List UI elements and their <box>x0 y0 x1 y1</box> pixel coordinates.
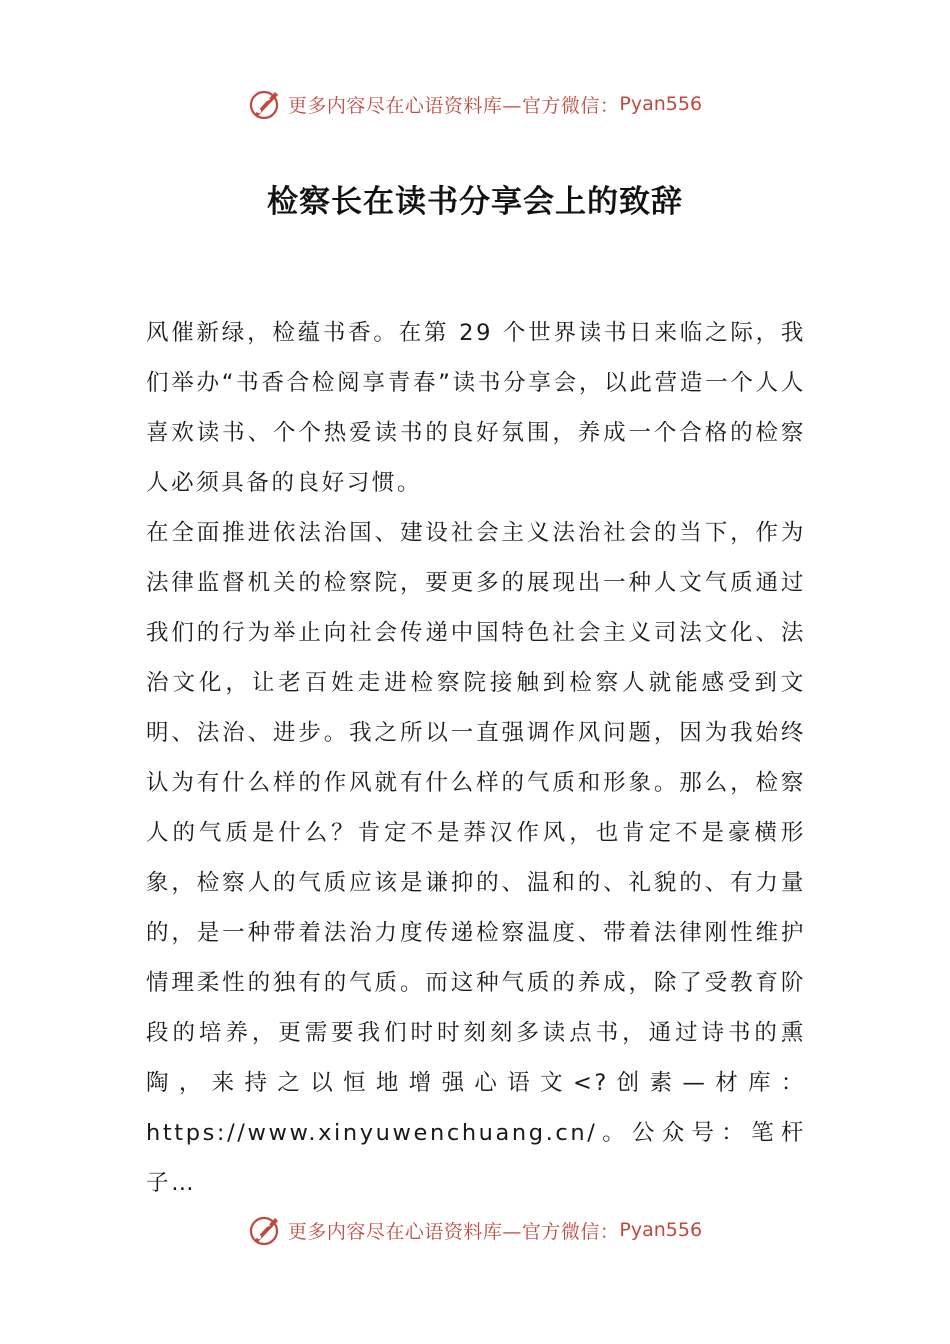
quill-logo-icon <box>248 87 282 121</box>
paragraph-1: 风催新绿，检蕴书香。在第 29 个世界读书日来临之际，我们举办“书香合检阅享青春”读书分享会，以此营造一个人人喜欢读书、个个热爱读书的良好氛围，养成一个合格的检察人必须具备的良好习惯。 <box>146 320 806 496</box>
document-body <box>146 308 806 1208</box>
document-title: 检察长在读书分享会上的致辞 <box>267 184 683 220</box>
footer-banner-text: 更多内容尽在心语资料库—官方微信： <box>287 1220 620 1243</box>
paragraph-2: 在全面推进依法治国、建设社会主义法治社会的当下，作为法律监督机关的检察院，要更多的展现出一种人文气质通过我们的行为举止向社会传递中国特色社会主义司法文化、法治文化，让老百姓走进检察院接触到检察人就能感受到文明、法治、进步。我之所以一直强调作风问题，因为我始终认为有什么样的作风就有什么样的气质和形象。那么，检察人的气质是什么？肯定不是莽汉作风，也肯定不是豪横形象，检察人的气质应该是谦抑的、温和的、礼貌的、有力量的，是一种带着法治力度传递检察温度、带着法律刚性维护情理柔性的独有的气质。而这种气质的养成，除了受教育阶段的培养，更需要我们时时刻刻多读点书，通过诗书的熏陶，来持之以恒地增强心语文<?创素—材库：https://www.xinyuwenchuang.cn/。公众号：笔杆子… <box>146 520 806 1196</box>
header-banner <box>0 84 950 124</box>
footer-banner-wechat-id: Pyan556 <box>619 1219 703 1241</box>
header-banner-text: 更多内容尽在心语资料库—官方微信： <box>287 94 620 117</box>
quill-logo-icon <box>248 1213 282 1247</box>
footer-banner <box>0 1210 950 1250</box>
header-banner-wechat-id: Pyan556 <box>619 93 703 115</box>
